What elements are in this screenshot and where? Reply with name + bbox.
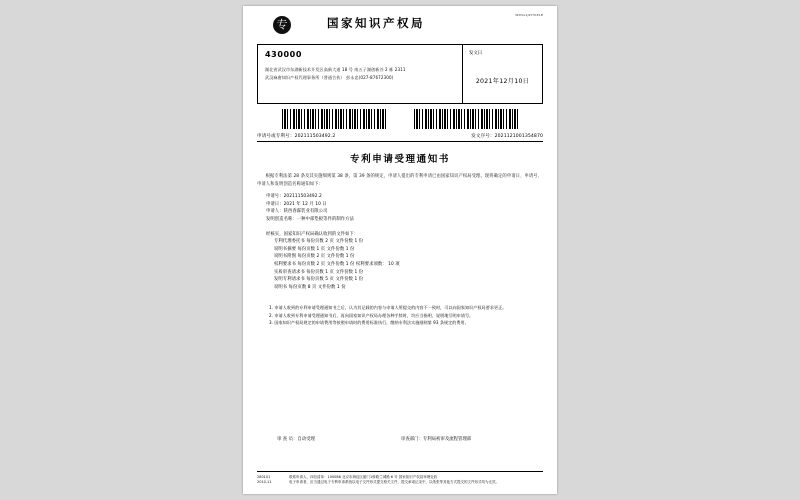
- list-item: 实质审查请求书 每份页数 1 页 文件份数 1 份: [274, 269, 364, 275]
- document-page: [243, 6, 557, 494]
- address-line-2: 武汉麻唐知识产权代理事务所（普通合伙） 彭永忠(027-87672300): [265, 75, 394, 80]
- recipient-address: [258, 45, 464, 103]
- documents-heading: 经核实，国家知识产权局确认收到的文件如下：: [266, 231, 359, 237]
- page-title: 专利申请受理通知书: [350, 154, 450, 165]
- intro-paragraph: 根据专利法第 28 条及其实施细则第 38 条、第 39 条的规定，申请人提出的专利申请已由国家知识产权局受理。现将确定的申请日、申请号、申请人和发明创造名称通知如下：: [257, 174, 543, 187]
- header-code: W5fGL1J97H1E1B: [515, 13, 543, 17]
- number-line: [257, 133, 543, 142]
- footer-note-1: 联系申请人、四信清单：100088 北京市海淀区蓟门1桥路兰城路 6 号 国家知识产权局审理处收: [289, 474, 438, 479]
- field-application-no: 申请号：202111503492.2: [266, 194, 322, 200]
- document-footer: [257, 471, 543, 486]
- application-fields: [257, 193, 543, 223]
- department-label: 审查部门：专利局初审及流程管理部: [400, 437, 472, 442]
- application-number: [257, 133, 335, 139]
- issuing-authority-title: 国家知识产权局: [327, 16, 425, 30]
- issue-date-box: [462, 45, 542, 103]
- list-item: 专利代理委托书 每份页数 2 页 文件份数 1 份: [274, 239, 364, 245]
- documents-list: [257, 238, 543, 291]
- field-application-date: 申请日：2021 年 12 月 10 日: [266, 201, 327, 207]
- document-header: [257, 12, 543, 40]
- note-item: 1. 申请人收到的专利申请受理通知书之后，认为其记载的内容与申请人所提交的内容不一致时，可以向国家知识产权局要求更正。: [269, 305, 507, 311]
- note-item: 3. 国家知识产权局规定的申请费用等按照申请时的费用标准执行，缴纳专利法实施细则第 93 条规定的费用。: [269, 320, 469, 326]
- serial-number-label: 发文序号：: [471, 134, 495, 139]
- serial-number: [471, 133, 543, 139]
- reviewer-label: 审 查 员：自动受理: [277, 437, 315, 442]
- application-number-label: 申请号或专利号：: [257, 134, 295, 139]
- notes-section: [257, 304, 543, 326]
- note-item: 2. 申请人收到专利申请受理通知书后，再向国家知识产权局办理各种手续时，均应当指明、说明地写明申请号。: [269, 312, 474, 318]
- application-number-value: 202111503492.2: [294, 134, 336, 139]
- national-emblem-icon: 专: [273, 16, 291, 34]
- postcode: 430000: [265, 50, 302, 59]
- document-body: [257, 12, 543, 488]
- address-line-1: 湖北省武汉市东湖新技术开发区高新大道 18 号 南五子湖创新谷 2 栋 2311: [265, 67, 406, 72]
- list-item: 权利要求书 每份页数 2 页 文件份数 1 份 权利要求项数： 10 项: [274, 261, 400, 267]
- list-item: 说明书附图 每份页数 2 页 文件份数 1 份: [274, 254, 355, 260]
- field-invention-title: 发明创造名称：一种中部垫板等件的制作方法: [266, 216, 354, 222]
- footer-form-no: 280101: [257, 474, 271, 479]
- list-item: 说明书 每份页数 8 页 文件份数 1 份: [274, 284, 346, 290]
- list-item: 说明书摘要 每份页数 1 页 文件份数 1 份: [274, 246, 355, 252]
- list-item: 发明专利请求书 每份页数 5 页 文件份数 1 份: [274, 277, 364, 283]
- barcode-row: [257, 109, 543, 131]
- signature-row: [257, 436, 543, 442]
- barcode-application: [282, 109, 386, 129]
- issue-date-value: 2021年12月10日: [475, 78, 530, 85]
- footer-note-2: 电子申请者，应当通过电子专利申请系统以电子交件形式提交相关文件，提交承诺记录中，以纸张等其他方式提交的文件形式均为无效。: [289, 480, 499, 485]
- field-applicant: 申请人：陕西春霖装业有限公司: [266, 209, 328, 215]
- address-block: [257, 44, 543, 104]
- barcode-serial: [414, 109, 518, 129]
- footer-form-date: 2010.11: [257, 480, 272, 485]
- serial-number-value: 2021121001354870: [494, 134, 543, 139]
- issue-date-label: 发文日: [469, 51, 483, 56]
